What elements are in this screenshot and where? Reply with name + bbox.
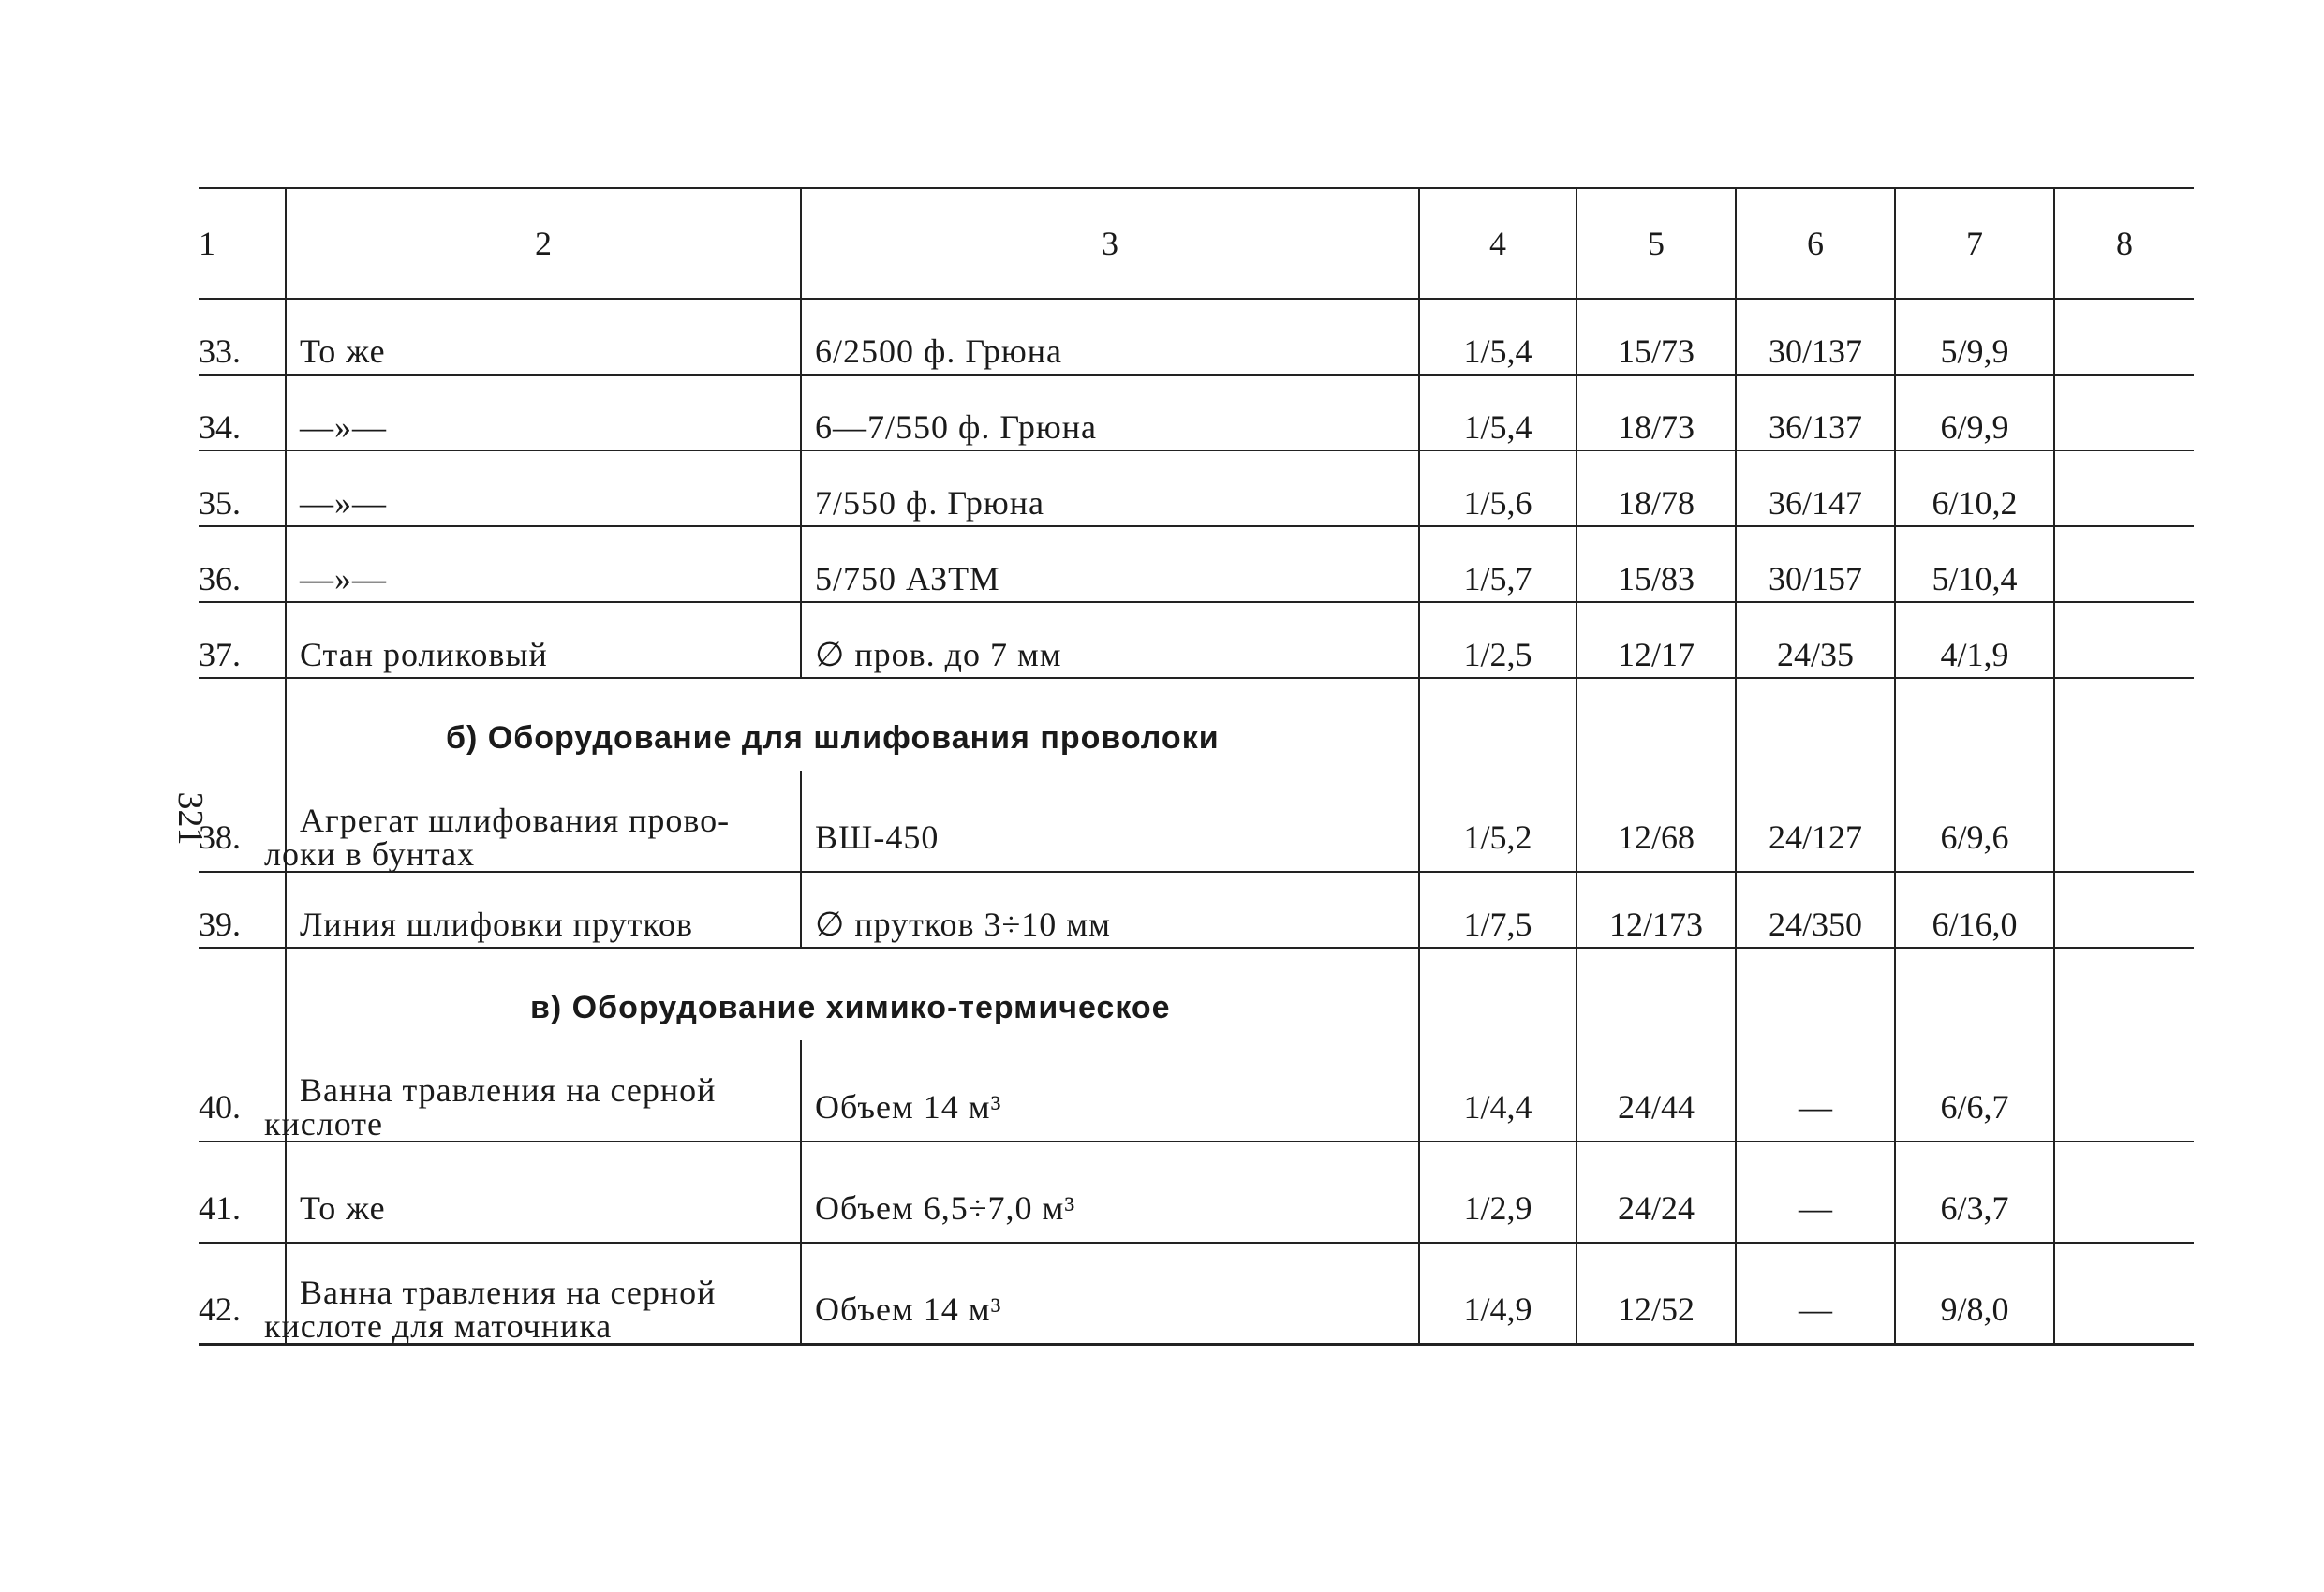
cell-col-4: 1/5,6 <box>1419 450 1576 526</box>
row-number: 33. <box>199 332 241 370</box>
equipment-type: Объем 6,5÷7,0 м³ <box>801 1142 1419 1243</box>
cell-col-6: — <box>1736 1243 1895 1345</box>
equipment-name-line2: кислоте <box>264 1104 383 1142</box>
table-row <box>199 1243 2194 1345</box>
cell-col-5: 24/44 <box>1576 1040 1736 1142</box>
column-header-7: 7 <box>1895 188 2054 299</box>
equipment-type: ВШ-450 <box>801 771 1419 872</box>
table-row <box>199 1142 2194 1243</box>
cell-col-4: 1/7,5 <box>1419 872 1576 948</box>
table-row <box>199 299 2194 375</box>
cell-col-4: 1/5,4 <box>1419 375 1576 450</box>
cell-col-6: 30/137 <box>1736 299 1895 375</box>
column-header-2: 2 <box>286 188 801 299</box>
cell-col-5: 15/73 <box>1576 299 1736 375</box>
cell-col-8 <box>2054 375 2194 450</box>
cell-col-6: 36/147 <box>1736 450 1895 526</box>
cell-col-8 <box>2054 1243 2194 1345</box>
equipment-name: —»— <box>286 526 801 602</box>
equipment-name: То же <box>286 1142 801 1243</box>
cell-col-4: 1/4,9 <box>1419 1243 1576 1345</box>
cell-col-5: 12/17 <box>1576 602 1736 678</box>
equipment-name-line1: Ванна травления на серной <box>300 1070 717 1109</box>
section-heading-row <box>199 948 2194 1040</box>
cell-col-8 <box>2054 771 2194 872</box>
cell-col-7: 6/3,7 <box>1895 1142 2054 1243</box>
equipment-table <box>199 187 2194 1346</box>
equipment-type: Объем 14 м³ <box>801 1243 1419 1345</box>
equipment-name-line2: кислоте для маточника <box>264 1307 613 1345</box>
cell-col-5: 18/78 <box>1576 450 1736 526</box>
table-row <box>199 1040 2194 1142</box>
cell-col-8 <box>2054 602 2194 678</box>
cell-col-6: 24/127 <box>1736 771 1895 872</box>
equipment-name: —»— <box>286 375 801 450</box>
cell-col-5: 12/52 <box>1576 1243 1736 1345</box>
row-number: 38. <box>199 818 241 856</box>
cell-col-8 <box>2054 450 2194 526</box>
table-row <box>199 375 2194 450</box>
equipment-name-line2: локи в бунтах <box>264 834 476 873</box>
cell-col-5: 15/83 <box>1576 526 1736 602</box>
page-number: 321 <box>170 791 210 846</box>
cell-col-7: 6/9,6 <box>1895 771 2054 872</box>
cell-col-5: 12/68 <box>1576 771 1736 872</box>
section-title-c: в) Оборудование химико-термическое <box>286 948 1419 1040</box>
cell-col-4: 1/2,9 <box>1419 1142 1576 1243</box>
equipment-type: 6/2500 ф. Грюна <box>801 299 1419 375</box>
table-row <box>199 771 2194 872</box>
header-row <box>199 188 2194 299</box>
column-header-5: 5 <box>1576 188 1736 299</box>
column-header-8: 8 <box>2054 188 2194 299</box>
column-header-1: 1 <box>199 225 215 262</box>
cell-col-6: 24/35 <box>1736 602 1895 678</box>
equipment-type: ∅ прутков 3÷10 мм <box>801 872 1419 948</box>
cell-col-8 <box>2054 299 2194 375</box>
equipment-name <box>264 1040 801 1142</box>
table-header <box>199 188 2194 299</box>
row-number: 37. <box>199 635 241 673</box>
equipment-name-line1: Ванна травления на серной <box>300 1274 717 1311</box>
table-row <box>199 450 2194 526</box>
cell-col-6: 24/350 <box>1736 872 1895 948</box>
equipment-type: ∅ пров. до 7 мм <box>801 602 1419 678</box>
cell-col-5: 12/173 <box>1576 872 1736 948</box>
cell-col-6: — <box>1736 1142 1895 1243</box>
cell-col-6: — <box>1736 1040 1895 1142</box>
row-number: 40. <box>199 1087 241 1126</box>
column-header-6: 6 <box>1736 188 1895 299</box>
cell-col-7: 5/9,9 <box>1895 299 2054 375</box>
column-header-3: 3 <box>801 188 1419 299</box>
cell-col-8 <box>2054 872 2194 948</box>
cell-col-7: 6/10,2 <box>1895 450 2054 526</box>
equipment-name: —»— <box>286 450 801 526</box>
equipment-type: 7/550 ф. Грюна <box>801 450 1419 526</box>
table-row <box>199 872 2194 948</box>
equipment-name: То же <box>286 299 801 375</box>
cell-col-7: 5/10,4 <box>1895 526 2054 602</box>
equipment-type: 6—7/550 ф. Грюна <box>801 375 1419 450</box>
cell-col-6: 36/137 <box>1736 375 1895 450</box>
equipment-name <box>264 771 801 873</box>
cell-col-4: 1/5,2 <box>1419 771 1576 872</box>
cell-col-8 <box>2054 1040 2194 1142</box>
cell-col-4: 1/5,4 <box>1419 299 1576 375</box>
cell-col-8 <box>2054 526 2194 602</box>
cell-col-5: 24/24 <box>1576 1142 1736 1243</box>
equipment-type: Объем 14 м³ <box>801 1040 1419 1142</box>
table-row <box>199 602 2194 678</box>
row-number: 42. <box>199 1290 241 1328</box>
cell-col-5: 18/73 <box>1576 375 1736 450</box>
cell-col-4: 1/5,7 <box>1419 526 1576 602</box>
equipment-name-line1: Агрегат шлифования прово- <box>300 801 731 839</box>
section-title-b: б) Оборудование для шлифования проволоки <box>286 678 1419 771</box>
row-number: 41. <box>199 1189 241 1227</box>
cell-col-7: 6/16,0 <box>1895 872 2054 948</box>
equipment-name: Линия шлифовки прутков <box>286 872 801 948</box>
equipment-name <box>264 1243 801 1345</box>
row-number: 35. <box>199 483 241 522</box>
row-number: 36. <box>199 559 241 597</box>
cell-col-7: 6/6,7 <box>1895 1040 2054 1142</box>
cell-col-4: 1/2,5 <box>1419 602 1576 678</box>
column-header-4: 4 <box>1419 188 1576 299</box>
cell-col-7: 4/1,9 <box>1895 602 2054 678</box>
row-number: 34. <box>199 407 241 446</box>
table-row <box>199 526 2194 602</box>
cell-col-7: 6/9,9 <box>1895 375 2054 450</box>
table-body <box>199 299 2194 1345</box>
cell-col-6: 30/157 <box>1736 526 1895 602</box>
equipment-name: Стан роликовый <box>286 602 801 678</box>
cell-col-4: 1/4,4 <box>1419 1040 1576 1142</box>
section-heading-row <box>199 678 2194 771</box>
row-number: 39. <box>199 905 241 943</box>
cell-col-7: 9/8,0 <box>1895 1243 2054 1345</box>
cell-col-8 <box>2054 1142 2194 1243</box>
equipment-type: 5/750 АЗТМ <box>801 526 1419 602</box>
